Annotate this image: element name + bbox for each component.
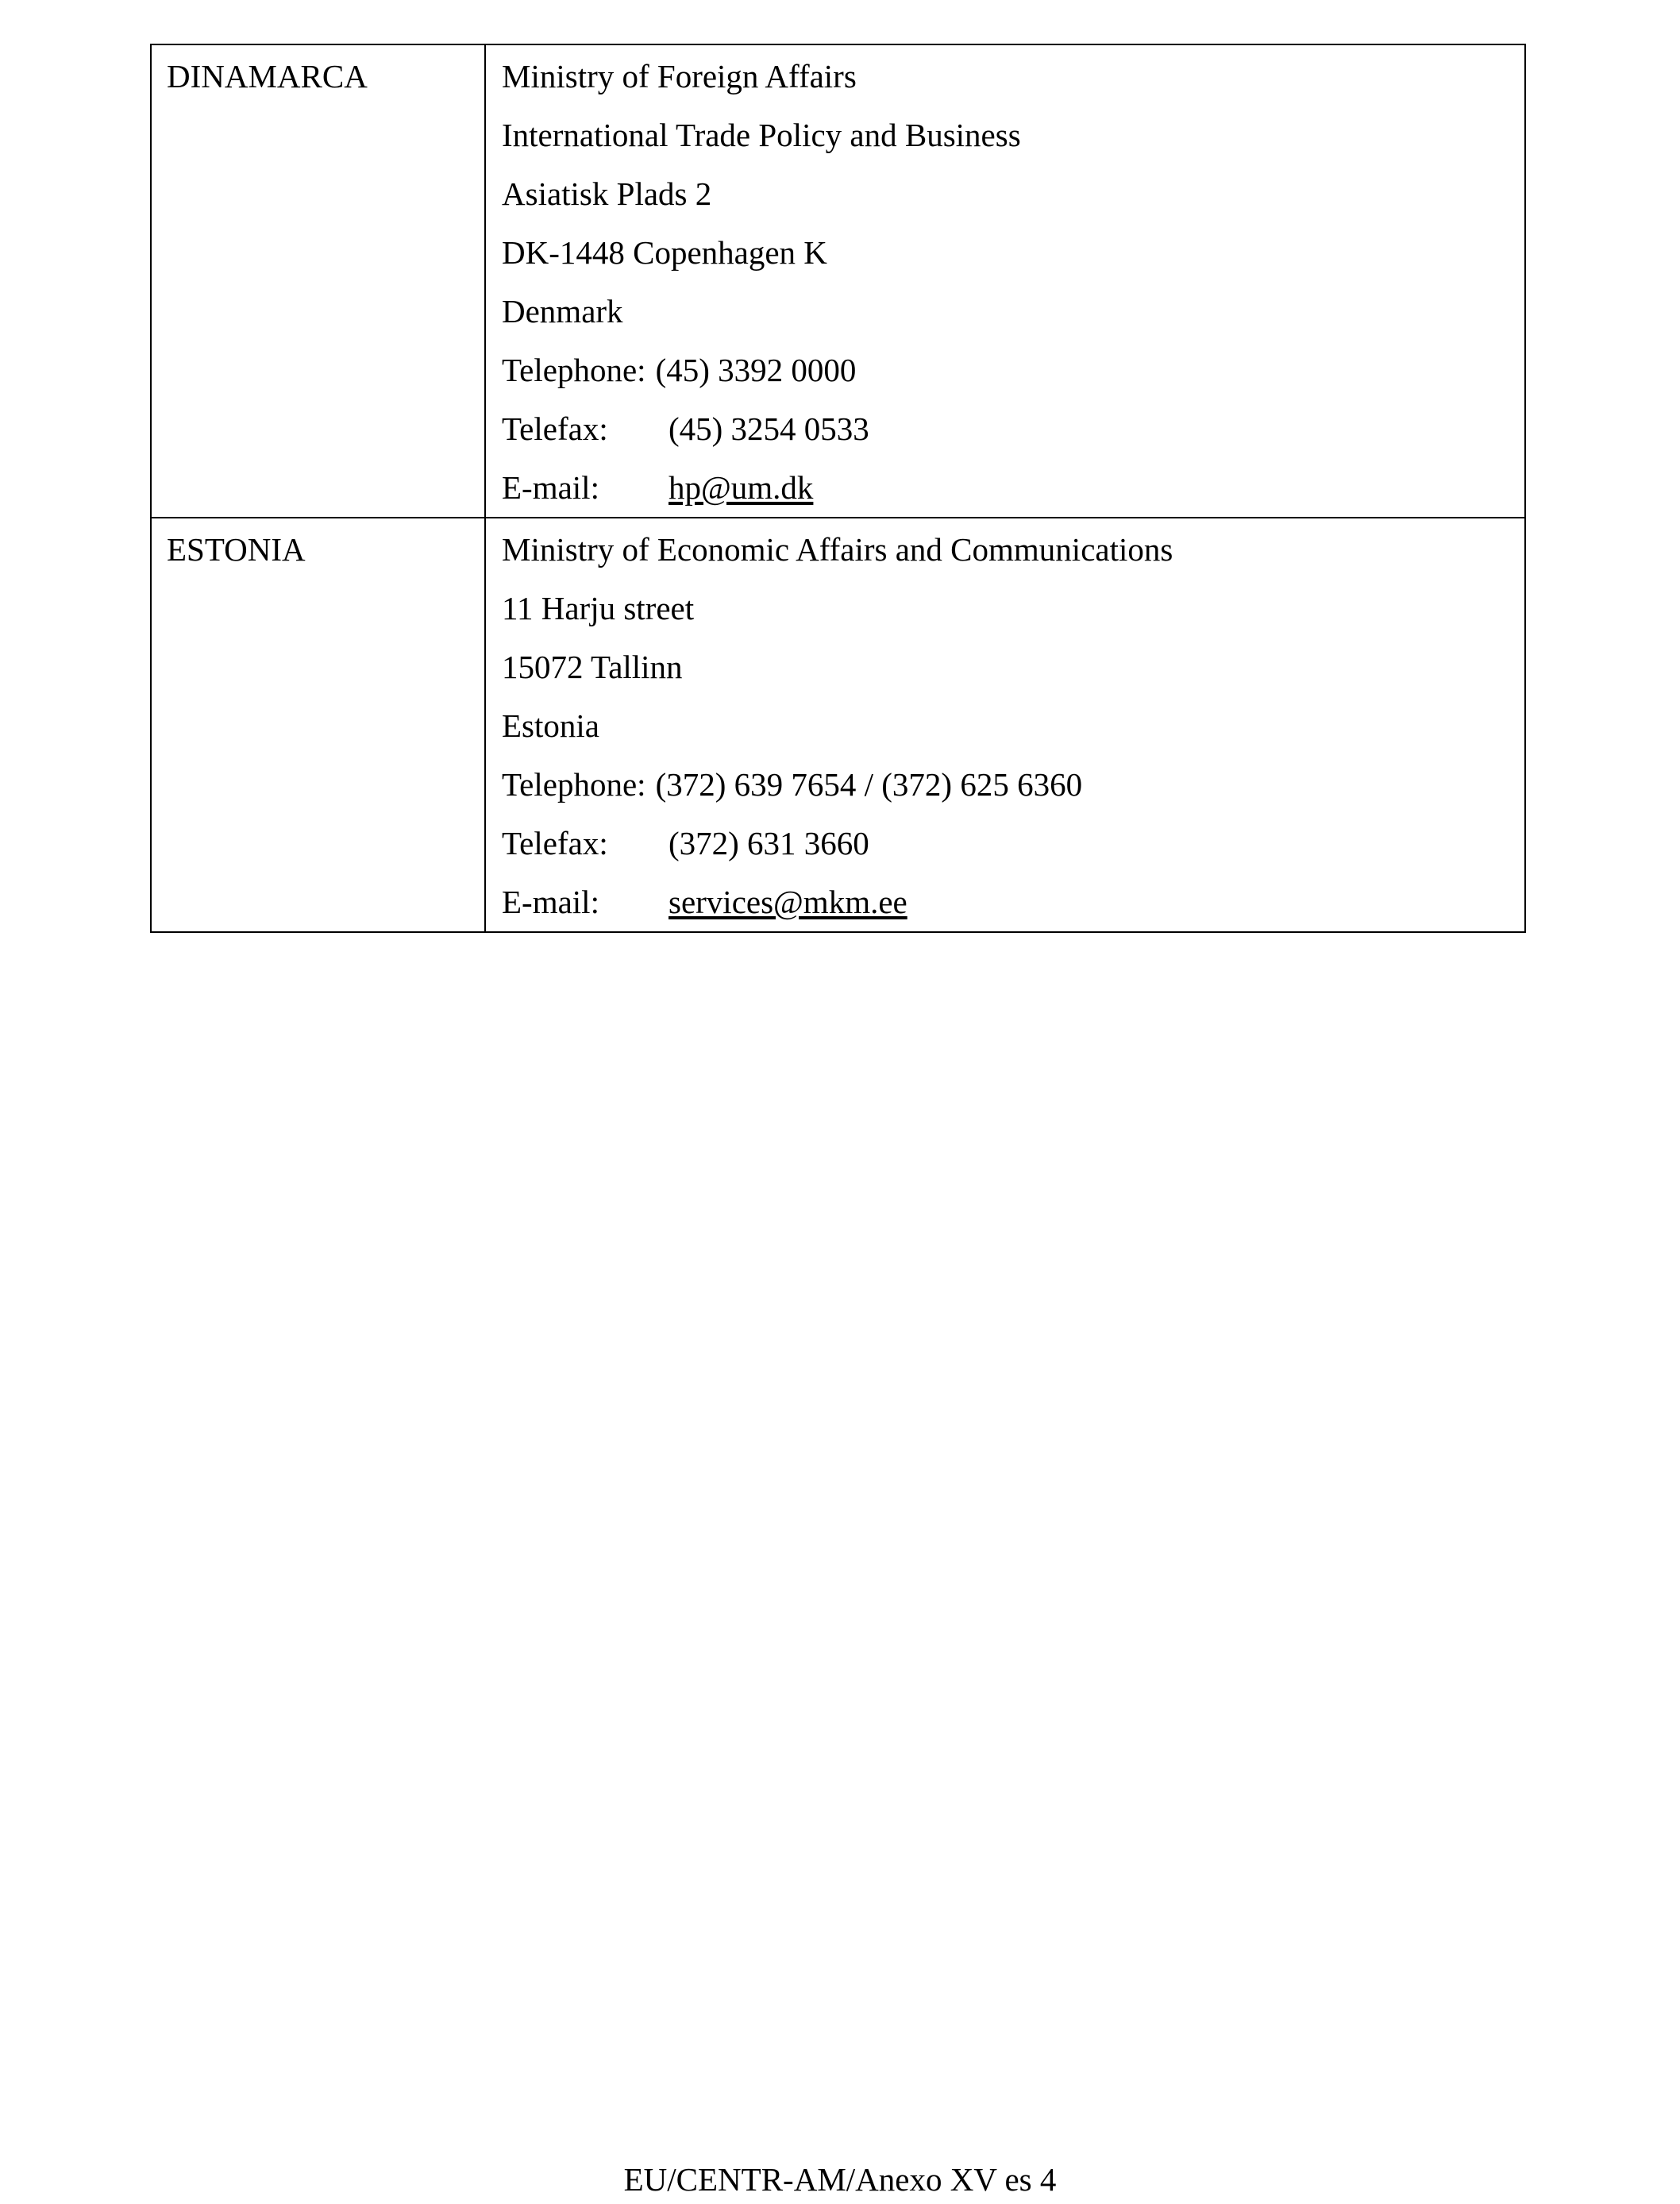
- telefax-label: Telefax:: [502, 825, 608, 861]
- country-name: DINAMARCA: [167, 58, 368, 94]
- address-line: DK-1448 Copenhagen K: [502, 234, 827, 271]
- organization-name: Ministry of Foreign Affairs: [502, 58, 857, 94]
- email-link[interactable]: hp@um.dk: [669, 469, 814, 506]
- email-link[interactable]: services@mkm.ee: [669, 884, 907, 920]
- address-line: International Trade Policy and Business: [502, 117, 1021, 153]
- address-line: 11 Harju street: [502, 590, 695, 626]
- telephone-row: [502, 755, 1524, 814]
- email-row: [502, 873, 1524, 931]
- telephone-value: (45) 3392 0000: [655, 352, 857, 388]
- organization-name: Ministry of Economic Affairs and Communications: [502, 531, 1173, 568]
- email-label: E-mail:: [502, 469, 599, 506]
- telefax-row: [502, 814, 1524, 873]
- address-cell: [485, 518, 1525, 932]
- country-cell: [151, 44, 485, 518]
- telefax-row: [502, 399, 1524, 458]
- address-cell: [485, 44, 1525, 518]
- table-row: [151, 44, 1525, 518]
- telefax-value: (372) 631 3660: [669, 825, 869, 861]
- contacts-table: [150, 44, 1526, 933]
- telephone-label: Telephone:: [502, 766, 646, 803]
- page-footer: EU/CENTR-AM/Anexo XV es 4: [623, 2161, 1057, 2198]
- telephone-label: Telephone:: [502, 352, 646, 388]
- table-row: [151, 518, 1525, 932]
- telephone-row: [502, 341, 1524, 399]
- email-row: [502, 458, 1524, 517]
- email-label: E-mail:: [502, 884, 599, 920]
- country-cell: [151, 518, 485, 932]
- address-line: Asiatisk Plads 2: [502, 175, 712, 212]
- country-name: ESTONIA: [167, 531, 306, 568]
- address-line: 15072 Tallinn: [502, 649, 683, 685]
- telefax-value: (45) 3254 0533: [669, 410, 869, 447]
- address-line: Estonia: [502, 707, 599, 744]
- address-line: Denmark: [502, 293, 623, 329]
- telephone-value: (372) 639 7654 / (372) 625 6360: [655, 766, 1083, 803]
- telefax-label: Telefax:: [502, 410, 608, 447]
